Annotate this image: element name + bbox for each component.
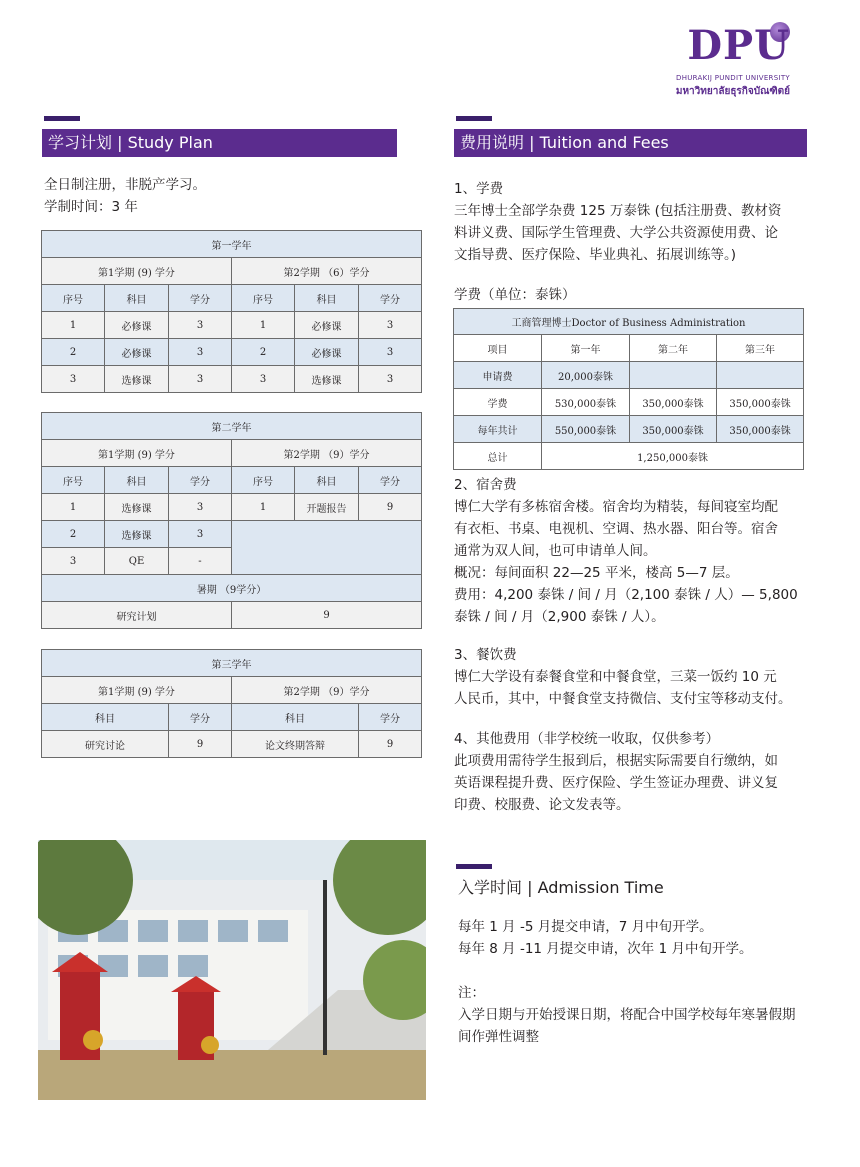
column-header: 第三年 <box>717 335 804 362</box>
cell: 选修课 <box>105 521 169 548</box>
paragraph-line: 此项费用需待学生报到后，根据实际需要自行缴纳，如 <box>454 753 778 769</box>
section-accent-bar <box>456 116 492 121</box>
cell: 3 <box>169 366 232 393</box>
column-header: 学分 <box>359 704 422 731</box>
table-row <box>454 389 804 416</box>
cell: 选修课 <box>295 366 359 393</box>
year-title: 第二学年 <box>42 413 422 440</box>
table-row <box>42 602 422 629</box>
column-header: 学分 <box>359 467 422 494</box>
tuition-section <box>454 178 814 266</box>
fee-table <box>453 308 804 470</box>
intro-line: 学制时间：3 年 <box>44 199 138 215</box>
fees-heading: 费用说明 | Tuition and Fees <box>454 129 807 157</box>
cell: 选修课 <box>105 494 169 521</box>
cell: 20,000泰铢 <box>542 362 630 389</box>
column-header: 科目 <box>295 285 359 312</box>
cell: 每年共计 <box>454 416 542 443</box>
semester-header: 第1学期 (9) 学分 <box>42 258 232 285</box>
logo-thai-name: มหาวิทยาลัยธุรกิจบัณฑิตย์ <box>675 86 790 97</box>
column-header: 第一年 <box>542 335 630 362</box>
cell: 论文终期答辩 <box>232 731 359 758</box>
cell: 3 <box>359 366 422 393</box>
paragraph-line: 博仁大学有多栋宿舍楼。宿舍均为精装，每间寝室均配 <box>454 499 778 515</box>
column-header: 学分 <box>359 285 422 312</box>
semester-header: 第1学期 (9) 学分 <box>42 677 232 704</box>
cell: 3 <box>359 312 422 339</box>
admission-note <box>458 982 828 1048</box>
year2-table <box>41 412 422 629</box>
paragraph-line: 文指导费、医疗保险、毕业典礼、拓展训练等。) <box>454 247 737 263</box>
column-header: 第二年 <box>630 335 717 362</box>
column-header: 科目 <box>105 467 169 494</box>
logo-mark: DPU <box>687 22 790 69</box>
dining-section <box>454 644 814 710</box>
section-accent-bar <box>44 116 80 121</box>
table-row <box>454 443 804 470</box>
empty-merged-cell <box>232 521 422 575</box>
column-header: 科目 <box>42 704 169 731</box>
column-header: 学分 <box>169 467 232 494</box>
table-row <box>42 339 422 366</box>
summer-item: 研究计划 <box>42 602 232 629</box>
study-plan-heading: 学习计划 | Study Plan <box>42 129 397 157</box>
campus-illustration <box>38 840 426 1100</box>
paragraph-line: 印费、校服费、论文发表等。 <box>454 797 630 813</box>
paragraph-line: 料讲义费、国际学生管理费、大学公共资源使用费、论 <box>454 225 778 241</box>
cell: 3 <box>359 339 422 366</box>
paragraph-line: 每年 8 月 -11 月提交申请，次年 1 月中旬开学。 <box>458 941 753 957</box>
cell: 9 <box>169 731 232 758</box>
campus-photo <box>38 840 426 1100</box>
column-header: 项目 <box>454 335 542 362</box>
cell: 1 <box>232 312 295 339</box>
fee-table-caption: 学费（单位：泰铢） <box>454 287 576 303</box>
cell: 3 <box>169 521 232 548</box>
summer-credit: 9 <box>232 602 422 629</box>
paragraph-line: 人民币，其中，中餐食堂支持微信、支付宝等移动支付。 <box>454 691 792 707</box>
cell: 必修课 <box>105 312 169 339</box>
admission-heading: 入学时间 | Admission Time <box>458 878 664 897</box>
column-header: 序号 <box>232 467 295 494</box>
year-title: 第一学年 <box>42 231 422 258</box>
total-value: 1,250,000泰铢 <box>542 443 804 470</box>
cell: 1 <box>42 312 105 339</box>
cell: 350,000泰铢 <box>717 416 804 443</box>
paragraph-line: 通常为双人间，也可申请单人间。 <box>454 543 657 559</box>
table-row <box>42 521 422 548</box>
logo-english-name: DHURAKIJ PUNDIT UNIVERSITY <box>676 74 790 82</box>
study-plan-intro <box>44 174 206 218</box>
column-header: 科目 <box>105 285 169 312</box>
paragraph-line: 三年博士全部学杂费 125 万泰铢 (包括注册费、教材资 <box>454 203 782 219</box>
paragraph-line: 有衣柜、书桌、电视机、空调、热水器、阳台等。宿舍 <box>454 521 778 537</box>
cell: 1 <box>42 494 105 521</box>
subsection-title: 2、宿舍费 <box>454 477 517 493</box>
column-header: 序号 <box>42 285 105 312</box>
section-accent-bar <box>456 864 492 869</box>
paragraph-line: 每年 1 月 -5 月提交申请，7 月中旬开学。 <box>458 919 713 935</box>
cell: 3 <box>232 366 295 393</box>
semester-header: 第2学期 （9）学分 <box>232 677 422 704</box>
intro-line: 全日制注册，非脱产学习。 <box>44 177 206 193</box>
dormitory-section <box>454 474 814 628</box>
paragraph-line: 费用：4,200 泰铢 / 间 / 月（2,100 泰铢 / 人）— 5,800 <box>454 587 798 603</box>
cell: 2 <box>42 339 105 366</box>
column-header: 序号 <box>232 285 295 312</box>
summer-header: 暑期 （9学分） <box>42 575 422 602</box>
cell: 必修课 <box>295 312 359 339</box>
university-logo <box>660 20 790 99</box>
table-row <box>42 494 422 521</box>
cell: 350,000泰铢 <box>630 389 717 416</box>
table-row <box>42 731 422 758</box>
subsection-title: 4、其他费用（非学校统一收取，仅供参考） <box>454 731 720 747</box>
column-header: 序号 <box>42 467 105 494</box>
cell: 必修课 <box>105 339 169 366</box>
column-header: 学分 <box>169 704 232 731</box>
cell: 350,000泰铢 <box>717 389 804 416</box>
cell: 3 <box>42 548 105 575</box>
cell: 学费 <box>454 389 542 416</box>
cell: 3 <box>169 494 232 521</box>
total-label: 总计 <box>454 443 542 470</box>
cell: 3 <box>42 366 105 393</box>
table-row <box>42 366 422 393</box>
cell: 9 <box>359 731 422 758</box>
cell: 必修课 <box>295 339 359 366</box>
cell: 研究讨论 <box>42 731 169 758</box>
cell: 9 <box>359 494 422 521</box>
note-label: 注： <box>458 985 485 1001</box>
table-row <box>454 416 804 443</box>
cell: 申请费 <box>454 362 542 389</box>
fee-table-title: 工商管理博士Doctor of Business Administration <box>454 309 804 335</box>
column-header: 科目 <box>295 467 359 494</box>
admission-schedule <box>458 916 818 960</box>
paragraph-line: 间作弹性调整 <box>458 1029 539 1045</box>
column-header: 科目 <box>232 704 359 731</box>
cell: 2 <box>232 339 295 366</box>
year1-table <box>41 230 422 393</box>
other-fees-section <box>454 728 814 816</box>
cell: 选修课 <box>105 366 169 393</box>
cell: - <box>169 548 232 575</box>
cell: 1 <box>232 494 295 521</box>
year-title: 第三学年 <box>42 650 422 677</box>
cell: 350,000泰铢 <box>630 416 717 443</box>
column-header: 学分 <box>169 285 232 312</box>
subsection-title: 1、学费 <box>454 181 504 197</box>
paragraph-line: 博仁大学设有泰餐食堂和中餐食堂，三菜一饭约 10 元 <box>454 669 777 685</box>
cell: 开题报告 <box>295 494 359 521</box>
cell: 3 <box>169 312 232 339</box>
paragraph-line: 概况：每间面积 22—25 平米，楼高 5—7 层。 <box>454 565 739 581</box>
table-row <box>42 312 422 339</box>
cell: 550,000泰铢 <box>542 416 630 443</box>
table-row <box>454 362 804 389</box>
cell: 2 <box>42 521 105 548</box>
semester-header: 第1学期 (9) 学分 <box>42 440 232 467</box>
paragraph-line: 泰铢 / 间 / 月（2,900 泰铢 / 人）。 <box>454 609 665 625</box>
cell <box>717 362 804 389</box>
cell: QE <box>105 548 169 575</box>
paragraph-line: 英语课程提升费、医疗保险、学生签证办理费、讲义复 <box>454 775 778 791</box>
subsection-title: 3、餐饮费 <box>454 647 517 663</box>
semester-header: 第2学期 （6）学分 <box>232 258 422 285</box>
paragraph-line: 入学日期与开始授课日期，将配合中国学校每年寒暑假期 <box>458 1007 796 1023</box>
year3-table <box>41 649 422 758</box>
cell <box>630 362 717 389</box>
cell: 3 <box>169 339 232 366</box>
semester-header: 第2学期 （9）学分 <box>232 440 422 467</box>
cell: 530,000泰铢 <box>542 389 630 416</box>
